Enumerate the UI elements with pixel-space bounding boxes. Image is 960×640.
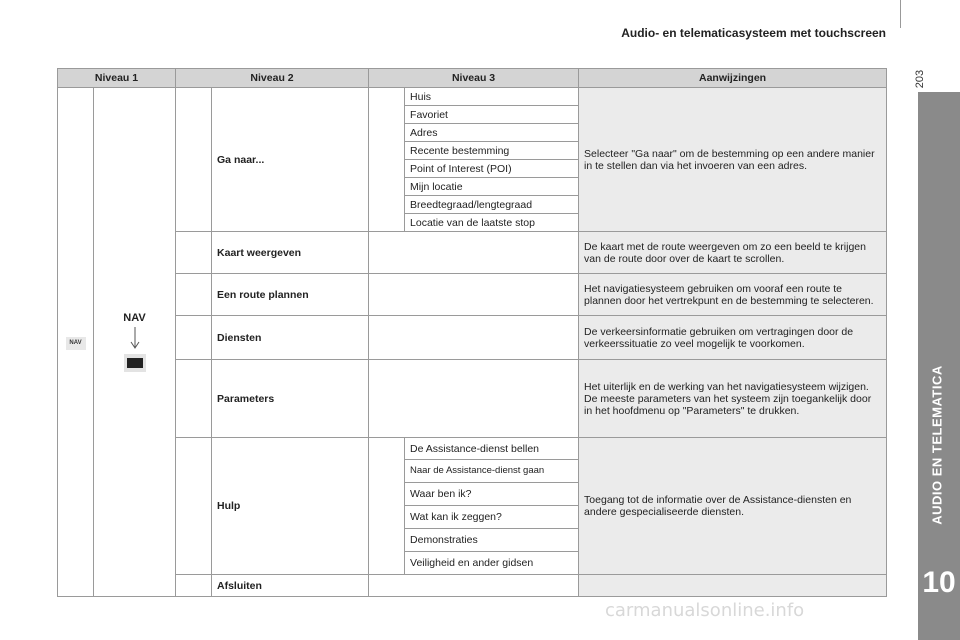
level2-item: Hulp <box>212 438 369 575</box>
indent-cell <box>176 274 212 316</box>
note-text: De verkeersinformatie gebruiken om vertragingen door de verkeerssituatie zo veel mogelijk te voorkomen. <box>584 325 854 350</box>
column-header-level1: Niveau 1 <box>58 69 176 88</box>
nav-badge-icon: NAV <box>66 337 86 350</box>
table-row <box>58 575 887 597</box>
empty-level3-cell <box>369 575 579 597</box>
level3-item: Waar ben ik? <box>405 483 579 506</box>
screen-icon <box>124 354 146 372</box>
indent-cell <box>176 88 212 232</box>
level3-item: Adres <box>405 124 579 142</box>
indent-cell <box>176 575 212 597</box>
empty-level3-cell <box>369 360 579 438</box>
indent-cell <box>369 88 405 232</box>
nav-badge-cell <box>58 88 94 597</box>
level2-item: Ga naar... <box>212 88 369 232</box>
table-row <box>58 360 887 438</box>
level2-item: Een route plannen <box>212 274 369 316</box>
chapter-number: 10 <box>922 566 956 599</box>
note-cell <box>579 88 887 232</box>
level2-item: Parameters <box>212 360 369 438</box>
note-text: Het navigatiesysteem gebruiken om vooraf een route te plannen door het vertrekpunt en de bestemming te selecteren. <box>584 282 874 307</box>
note-text: Toegang tot de informatie over de Assistance-diensten en andere gespecialiseerde diensten. <box>584 494 852 518</box>
empty-level3-cell <box>369 274 579 316</box>
nav-level1-label: NAV <box>123 312 146 324</box>
column-header-notes: Aanwijzingen <box>579 69 887 88</box>
level3-item: Naar de Assistance-dienst gaan <box>405 460 579 483</box>
table-row <box>58 232 887 274</box>
table-header-row <box>58 69 887 88</box>
level2-item: Afsluiten <box>212 575 369 597</box>
note-cell <box>579 316 887 360</box>
page-number: 203 <box>914 69 926 89</box>
watermark-text: carmanualsonline.info <box>605 600 805 621</box>
level2-item: Kaart weergeven <box>212 232 369 274</box>
level3-item: Mijn locatie <box>405 178 579 196</box>
indent-cell <box>176 438 212 575</box>
chapter-side-label <box>917 335 957 555</box>
table-row <box>58 438 887 460</box>
level3-item: Favoriet <box>405 106 579 124</box>
level2-item: Diensten <box>212 316 369 360</box>
note-text: Selecteer "Ga naar" om de bestemming op een andere manier in te stellen dan via het invoeren van een adres. <box>584 147 875 172</box>
column-header-level2: Niveau 2 <box>176 69 369 88</box>
level3-item: Veiligheid en ander gidsen <box>405 552 579 575</box>
header-divider <box>900 0 901 28</box>
table-row <box>58 274 887 316</box>
level3-item: Demonstraties <box>405 529 579 552</box>
table-row <box>58 316 887 360</box>
level3-item: Breedtegraad/lengtegraad <box>405 196 579 214</box>
level3-item: De Assistance-dienst bellen <box>405 438 579 460</box>
note-cell <box>579 575 887 597</box>
level3-item: Huis <box>405 88 579 106</box>
note-text: De kaart met de route weergeven om zo een beeld te krijgen van de route door over de kaart te scrollen. <box>584 240 866 265</box>
arrow-down-icon <box>130 327 140 349</box>
empty-level3-cell <box>369 232 579 274</box>
note-cell <box>579 232 887 274</box>
indent-cell <box>176 316 212 360</box>
level3-item: Recente bestemming <box>405 142 579 160</box>
empty-level3-cell <box>369 316 579 360</box>
level3-item: Locatie van de laatste stop <box>405 214 579 232</box>
level3-item: Point of Interest (POI) <box>405 160 579 178</box>
indent-cell <box>176 360 212 438</box>
note-cell <box>579 274 887 316</box>
level3-item: Wat kan ik zeggen? <box>405 506 579 529</box>
indent-cell <box>176 232 212 274</box>
chapter-title: AUDIO EN TELEMATICA <box>929 365 945 525</box>
note-cell <box>579 438 887 575</box>
note-cell <box>579 360 887 438</box>
note-text: Het uiterlijk en de werking van het navigatiesysteem wijzigen. De meeste parameters van het systeem zijn toegankelijk door in het hoofdmenu op "Parameters" te drukken. <box>584 380 872 417</box>
page-header-title: Audio- en telematicasysteem met touchscreen <box>621 26 886 40</box>
column-header-level3: Niveau 3 <box>369 69 579 88</box>
nav-menu-table <box>57 68 887 597</box>
indent-cell <box>369 438 405 575</box>
nav-level1-cell <box>94 88 176 597</box>
table-row <box>58 88 887 106</box>
